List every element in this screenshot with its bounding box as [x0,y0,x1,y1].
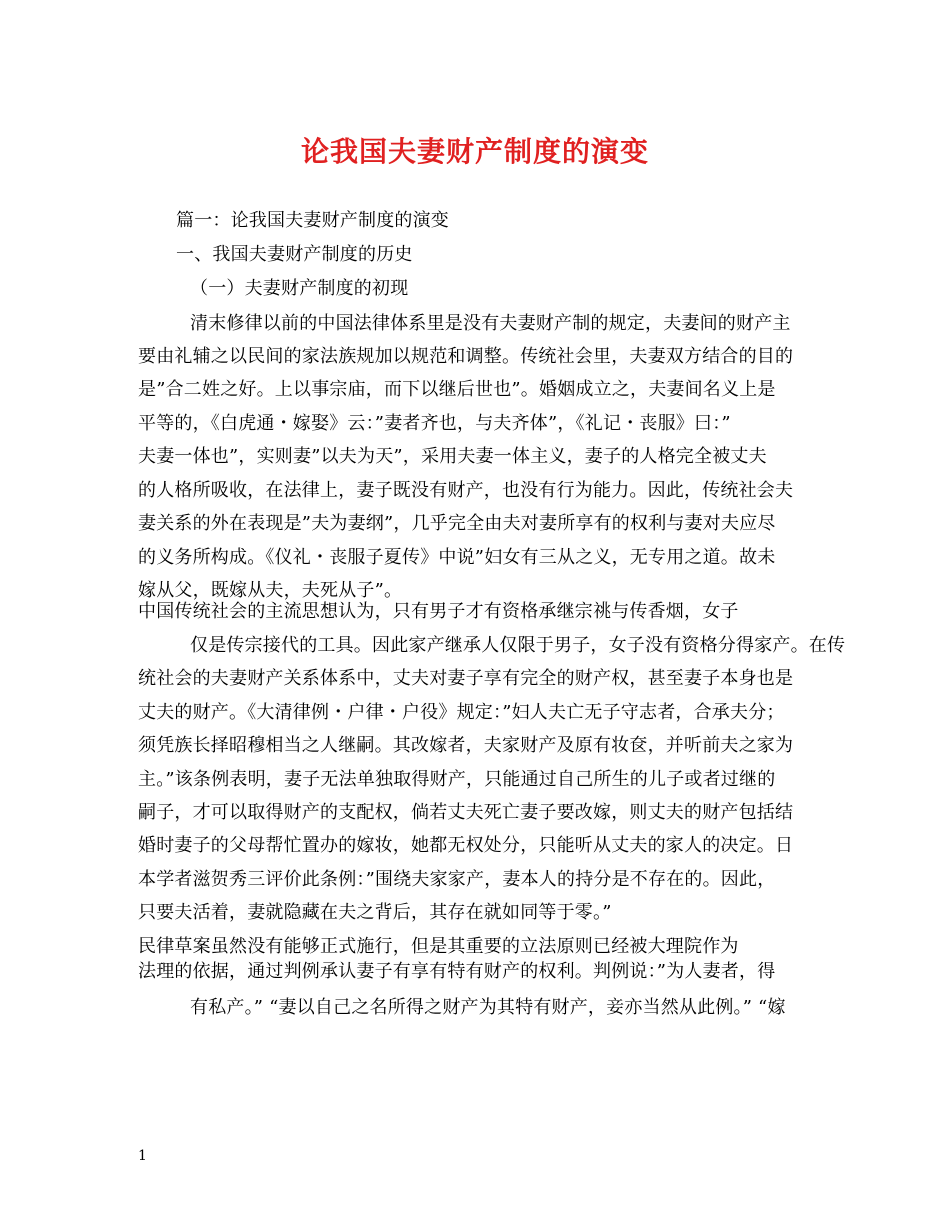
paragraph-line: 只要夫活着，妻就隐藏在夫之背后，其存在就如同等于零。” [138,902,612,923]
paragraph-line: 要由礼辅之以民间的家法族规加以规范和调整。传统社会里，夫妻双方结合的目的 [138,346,794,367]
paragraph-line: 夫妻一体也”，实则妻”以夫为天”，采用夫妻一体主义，妻子的人格完全被丈夫 [138,446,767,467]
article-heading: 篇一：论我国夫妻财产制度的演变 [176,210,449,231]
paragraph-line: 嫁从父，既嫁从夫，夫死从子”。 [138,580,403,601]
paragraph-line: 中国传统社会的主流思想认为，只有男子才有资格承继宗祧与传香烟，女子 [138,601,739,622]
paragraph-line: 民律草案虽然没有能够正式施行，但是其重要的立法原则已经被大理院作为 [138,936,739,957]
paragraph-line: 的人格所吸收，在法律上，妻子既没有财产，也没有行为能力。因此，传统社会夫 [138,480,794,501]
paragraph-line: 仅是传宗接代的工具。因此家产继承人仅限于男子，女子没有资格分得家产。在传 [190,635,846,656]
subsection-heading: （一）夫妻财产制度的初现 [190,278,409,299]
paragraph-line: 有私产。” “妻以自己之名所得之财产为其特有财产，妾亦当然从此例。” “嫁 [190,997,786,1018]
paragraph-line: 须凭族长择昭穆相当之人继嗣。其改嫁者，夫家财产及原有妆奁，并听前夫之家为 [138,735,794,756]
paragraph-line: 主。”该条例表明，妻子无法单独取得财产，只能通过自己所生的儿子或者过继的 [138,769,776,790]
document-title: 论我国夫妻财产制度的演变 [300,135,649,168]
paragraph-line: 本学者滋贺秀三评价此条例：”围绕夫家家产，妻本人的持分是不存在的。因此， [138,869,776,890]
section-heading: 一、我国夫妻财产制度的历史 [176,244,413,265]
paragraph-line: 统社会的夫妻财产关系体系中，丈夫对妻子享有完全的财产权，甚至妻子本身也是 [138,668,794,689]
paragraph-line: 丈夫的财产。《大清律例・户律・户役》规定：”妇人夫亡无子守志者，合承夫分； [138,702,785,723]
paragraph-line: 清末修律以前的中国法律体系里是没有夫妻财产制的规定，夫妻间的财产主 [190,313,791,334]
paragraph-line: 婚时妻子的父母帮忙置办的嫁妆，她都无权处分，只能听从丈夫的家人的决定。日 [138,835,794,856]
paragraph-line: 法理的依据，通过判例承认妻子有享有特有财产的权利。判例说：”为人妻者，得 [138,961,776,982]
paragraph-line: 平等的，《白虎通・嫁娶》云：”妻者齐也，与夫齐体”，《礼记・丧服》曰：” [138,413,731,434]
paragraph-line: 是”合二姓之好。上以事宗庙，而下以继后世也”。婚姻成立之，夫妻间名义上是 [138,379,776,400]
page-number: 1 [138,1148,147,1164]
paragraph-line: 嗣子，才可以取得财产的支配权，倘若丈夫死亡妻子要改嫁，则丈夫的财产包括结 [138,802,794,823]
paragraph-line: 妻关系的外在表现是”夫为妻纲”，几乎完全由夫对妻所享有的权利与妻对夫应尽 [138,513,776,534]
paragraph-line: 的义务所构成。《仪礼・丧服子夏传》中说”妇女有三从之义，无专用之道。故未 [138,547,776,568]
